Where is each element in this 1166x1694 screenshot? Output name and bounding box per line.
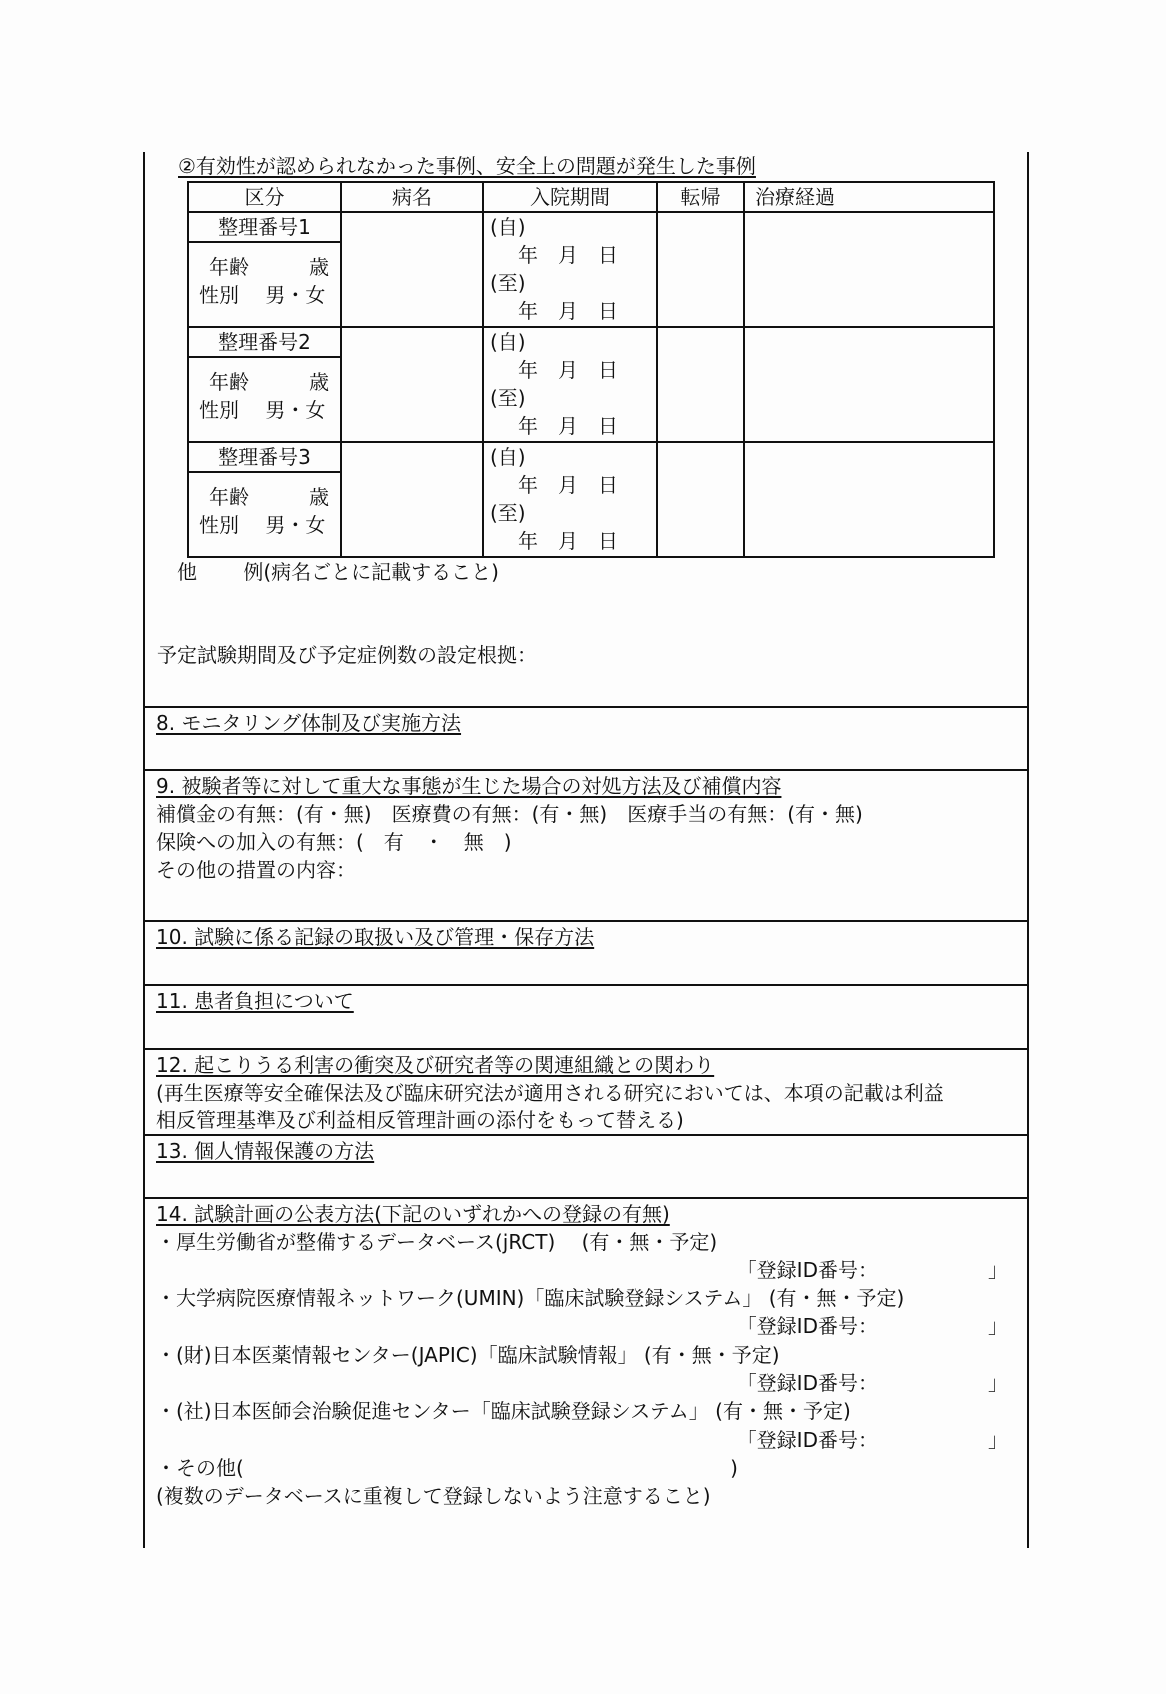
outcome-cell[interactable] [657,212,744,327]
section-14-title: 14. 試験計画の公表方法(下記のいずれかへの登録の有無) [156,1202,670,1226]
planned-basis-label: 予定試験期間及び予定症例数の設定根拠： [157,643,537,667]
from-date: 年 月 日 [518,243,618,267]
course-cell[interactable] [744,212,994,327]
from-date: 年 月 日 [518,473,618,497]
section-12-note-line1: (再生医療等安全確保法及び臨床研究法が適用される研究においては、本項の記載は利益 [156,1081,944,1105]
to-label: (至) [490,386,526,410]
admission-period-cell[interactable] [483,442,657,557]
header-disease: 病名 [341,182,483,212]
age-label: 年齢 歳 [209,485,329,509]
registry-umin: ・大学病院医療情報ネットワーク(UMIN)「臨床試験登録システム」 (有・無・予定) [156,1286,905,1310]
disease-cell[interactable] [341,442,483,557]
registry-id-field[interactable]: 「登録ID番号： 」 [736,1314,1008,1338]
from-label: (自) [490,215,526,239]
disease-cell[interactable] [341,327,483,442]
header-course: 治療経過 [744,182,994,212]
header-outcome: 転帰 [657,182,744,212]
divider [143,984,1029,986]
other-cases-note: 他 例(病名ごとに記載すること) [177,560,499,584]
registry-id-field[interactable]: 「登録ID番号： 」 [736,1371,1008,1395]
registry-other[interactable]: ・その他( ) [156,1456,738,1480]
admission-period-cell[interactable] [483,212,657,327]
registry-id-field[interactable]: 「登録ID番号： 」 [736,1258,1008,1282]
registry-japic: ・(財)日本医薬情報センター(JAPIC)「臨床試験情報」 (有・無・予定) [156,1343,780,1367]
section-11-title: 11. 患者負担について [156,989,354,1013]
frame-left-border [143,152,145,1548]
outcome-cell[interactable] [657,442,744,557]
course-cell[interactable] [744,442,994,557]
table-header-row [188,182,994,212]
age-sex-cell [188,357,341,442]
other-measures-line: その他の措置の内容： [156,858,356,882]
outcome-cell[interactable] [657,327,744,442]
admission-period-cell[interactable] [483,327,657,442]
divider [143,1197,1029,1199]
to-label: (至) [490,501,526,525]
frame-right-border [1027,152,1029,1548]
subsection-title: ②有効性が認められなかった事例、安全上の問題が発生した事例 [178,154,756,178]
age-label: 年齢 歳 [209,370,329,394]
divider [143,1134,1029,1136]
case-number: 整理番号1 [188,212,341,242]
sex-label: 性別 男・女 [199,513,326,537]
registry-jmacct: ・(社)日本医師会治験促進センター「臨床試験登録システム」 (有・無・予定) [156,1399,851,1423]
header-category: 区分 [188,182,341,212]
age-sex-cell [188,472,341,557]
age-label: 年齢 歳 [209,255,329,279]
duplicate-registration-caution: (複数のデータベースに重複して登録しないよう注意すること) [156,1484,711,1508]
registry-jrct: ・厚生労働省が整備するデータベース(jRCT) (有・無・予定) [156,1230,718,1254]
from-date: 年 月 日 [518,358,618,382]
sex-label: 性別 男・女 [199,398,326,422]
section-10-title: 10. 試験に係る記録の取扱い及び管理・保存方法 [156,925,595,949]
divider [143,920,1029,922]
course-cell[interactable] [744,327,994,442]
section-12-title: 12. 起こりうる利害の衝突及び研究者等の関連組織との関わり [156,1053,715,1077]
to-date: 年 月 日 [518,414,618,438]
to-date: 年 月 日 [518,299,618,323]
to-date: 年 月 日 [518,529,618,553]
case-number: 整理番号2 [188,327,341,357]
table-row [188,212,994,242]
header-period: 入院期間 [483,182,657,212]
from-label: (自) [490,330,526,354]
from-label: (自) [490,445,526,469]
case-number: 整理番号3 [188,442,341,472]
case-table [187,181,995,558]
registry-id-field[interactable]: 「登録ID番号： 」 [736,1428,1008,1452]
section-12-note-line2: 相反管理基準及び利益相反管理計画の添付をもって替える) [156,1108,684,1132]
table-row [188,442,994,472]
disease-cell[interactable] [341,212,483,327]
section-9-title: 9. 被験者等に対して重大な事態が生じた場合の対処方法及び補償内容 [156,774,782,798]
table-row [188,327,994,357]
divider [143,769,1029,771]
divider [143,1048,1029,1050]
age-sex-cell [188,242,341,327]
section-13-title: 13. 個人情報保護の方法 [156,1139,375,1163]
divider [143,706,1029,708]
to-label: (至) [490,271,526,295]
section-8-title: 8. モニタリング体制及び実施方法 [156,711,462,735]
sex-label: 性別 男・女 [199,283,326,307]
insurance-line: 保険への加入の有無：( 有 ・ 無 ) [156,830,512,854]
compensation-line: 補償金の有無：(有・無) 医療費の有無：(有・無) 医療手当の有無：(有・無) [156,802,863,826]
